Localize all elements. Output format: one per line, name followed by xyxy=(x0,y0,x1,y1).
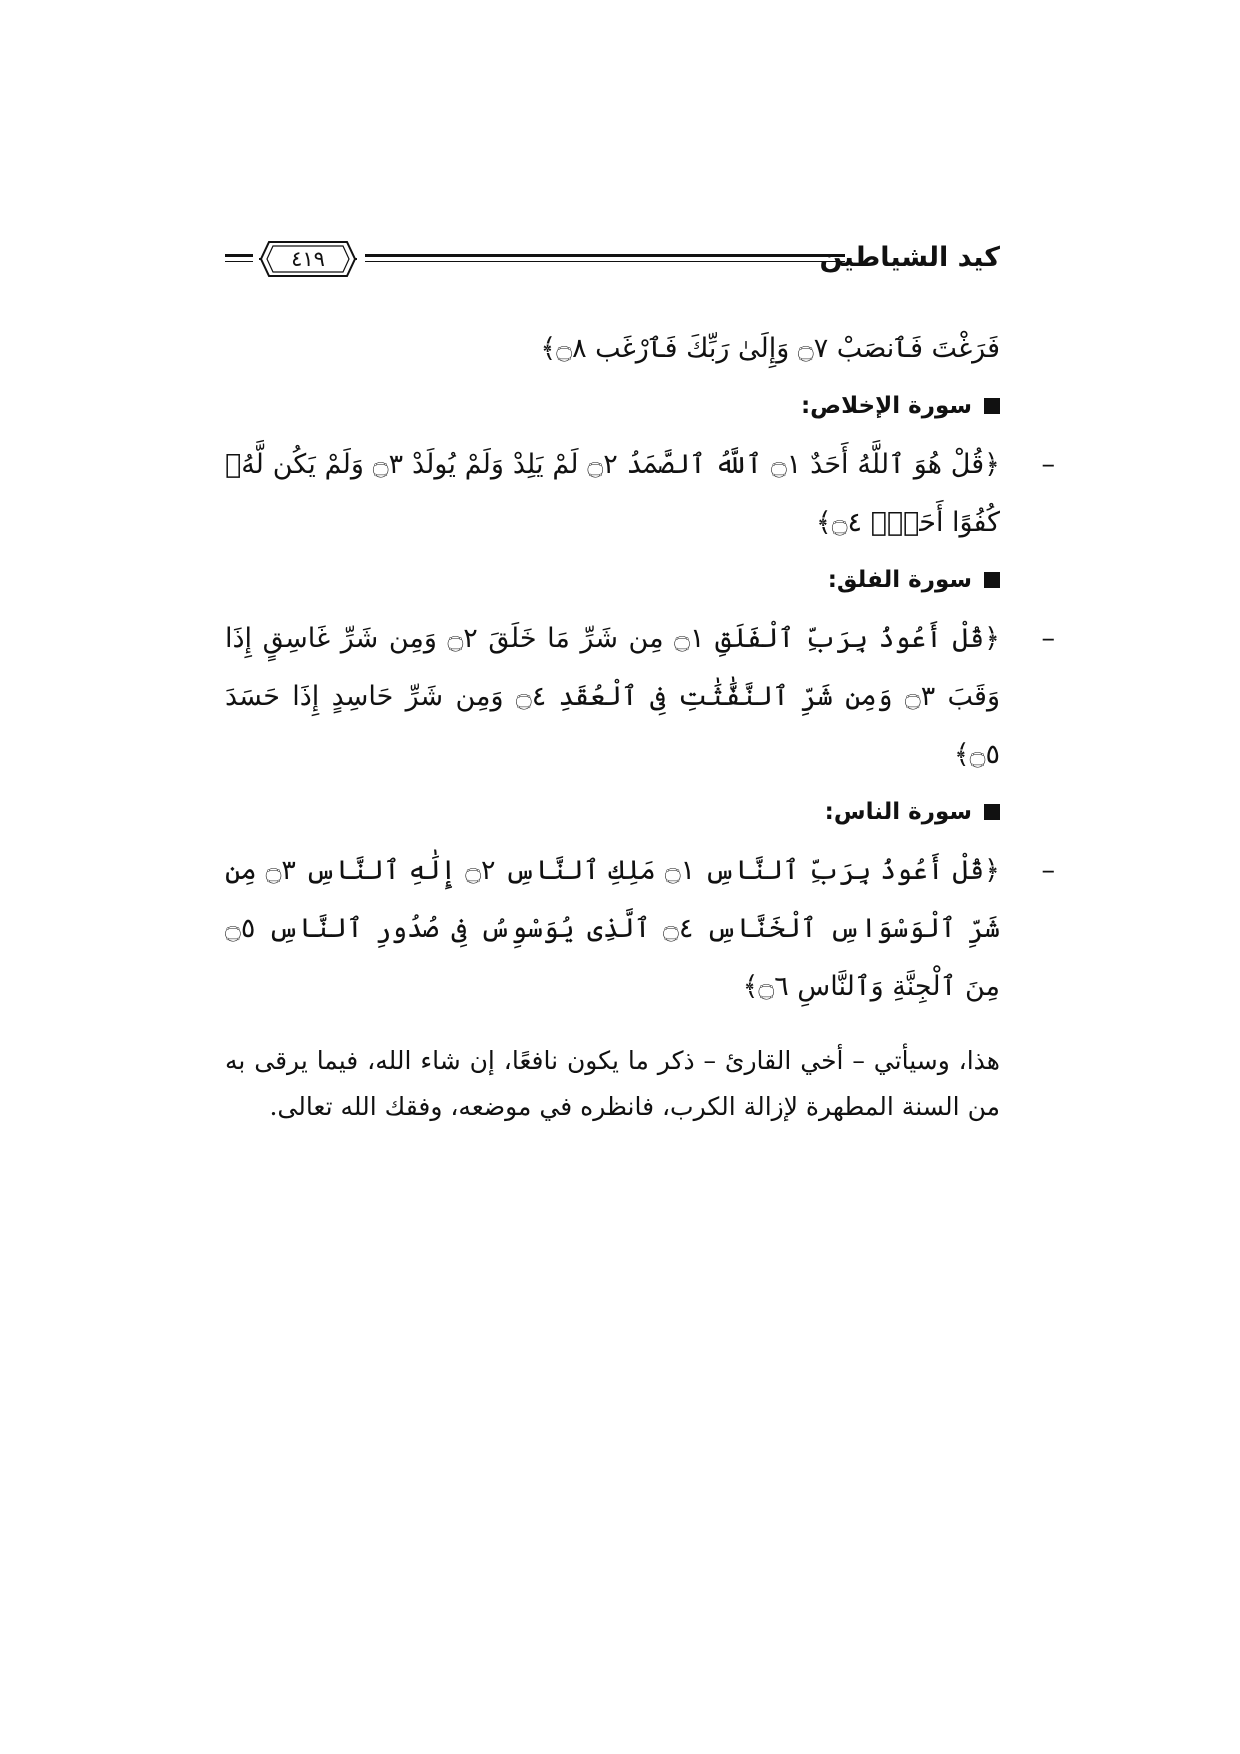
black-square-icon xyxy=(984,572,1000,588)
section-heading xyxy=(225,386,1000,426)
header-rule-top xyxy=(365,254,845,257)
list-dash: – xyxy=(1041,449,1055,480)
section-heading xyxy=(225,560,1000,600)
running-title: كيد الشياطين xyxy=(819,242,1000,273)
header-rule-left-bottom xyxy=(225,261,253,262)
black-square-icon xyxy=(984,804,1000,820)
section-heading-label: سورة الإخلاص: xyxy=(800,393,972,419)
list-dash: – xyxy=(1041,855,1055,886)
section-falaq xyxy=(225,560,1055,784)
header-rule-bottom xyxy=(365,261,845,262)
section-nas xyxy=(225,792,1055,1016)
verse-text: ﴿قُلْ أَعُوذُ بِرَبِّ ٱلْفَلَقِ ۝١ مِن شَرِّ مَا خَلَقَ ۝٢ وَمِن شَرِّ غَاسِقٍ إِذَا وَقَبَ ۝٣ وَمِن شَرِّ ٱلنَّفَّٰثَٰتِ فِى ٱلْعُقَدِ ۝٤ وَمِن شَرِّ حَاسِدٍ إِذَا حَسَدَ ۝٥﴾ xyxy=(225,623,1000,770)
verse-entry xyxy=(225,436,1055,552)
list-dash: – xyxy=(1041,623,1055,654)
page-header xyxy=(225,240,1000,280)
verse-entry xyxy=(225,842,1055,1016)
page-number: ٤١٩ xyxy=(291,247,325,271)
black-square-icon xyxy=(984,398,1000,414)
opening-verse-line: فَرَغْتَ فَٱنصَبْ ۝٧ وَإِلَىٰ رَبِّكَ فَٱرْغَب ۝٨﴾ xyxy=(540,333,1000,364)
verse-text: ﴿قُلْ هُوَ ٱللَّهُ أَحَدٌ ۝١ ٱللَّهُ ٱلصَّمَدُ ۝٢ لَمْ يَلِدْ وَلَمْ يُولَدْ ۝٣ وَلَمْ يَكُن لَّهُۥ كُفُوًا أَحَدٌۢ ۝٤﴾ xyxy=(225,449,1000,538)
header-rule-left-top xyxy=(225,254,253,257)
closing-paragraph: هذا، وسيأتي – أخي القارئ – ذكر ما يكون نافعًا، إن شاء الله، فيما يرقى به من السنة المطهرة لإزالة الكرب، فانظره في موضعه، وفقك الله تعالى. xyxy=(225,1046,1000,1121)
verse-text: ﴿قُلْ أَعُوذُ بِرَبِّ ٱلنَّاسِ ۝١ مَلِكِ ٱلنَّاسِ ۝٢ إِلَٰهِ ٱلنَّاسِ ۝٣ مِن شَرِّ ٱلْوَسْوَاسِ ٱلْخَنَّاسِ ۝٤ ٱلَّذِى يُوَسْوِسُ فِى صُدُورِ ٱلنَّاسِ ۝٥ مِنَ ٱلْجِنَّةِ وَٱلنَّاسِ ۝٦﴾ xyxy=(225,855,1000,1002)
section-heading xyxy=(225,792,1000,832)
section-heading-label: سورة الفلق: xyxy=(827,567,972,593)
page-body xyxy=(225,320,1055,1130)
page-number-badge xyxy=(259,240,357,278)
section-ikhlas xyxy=(225,386,1055,552)
verse-entry xyxy=(225,610,1055,784)
section-heading-label: سورة الناس: xyxy=(824,799,972,825)
